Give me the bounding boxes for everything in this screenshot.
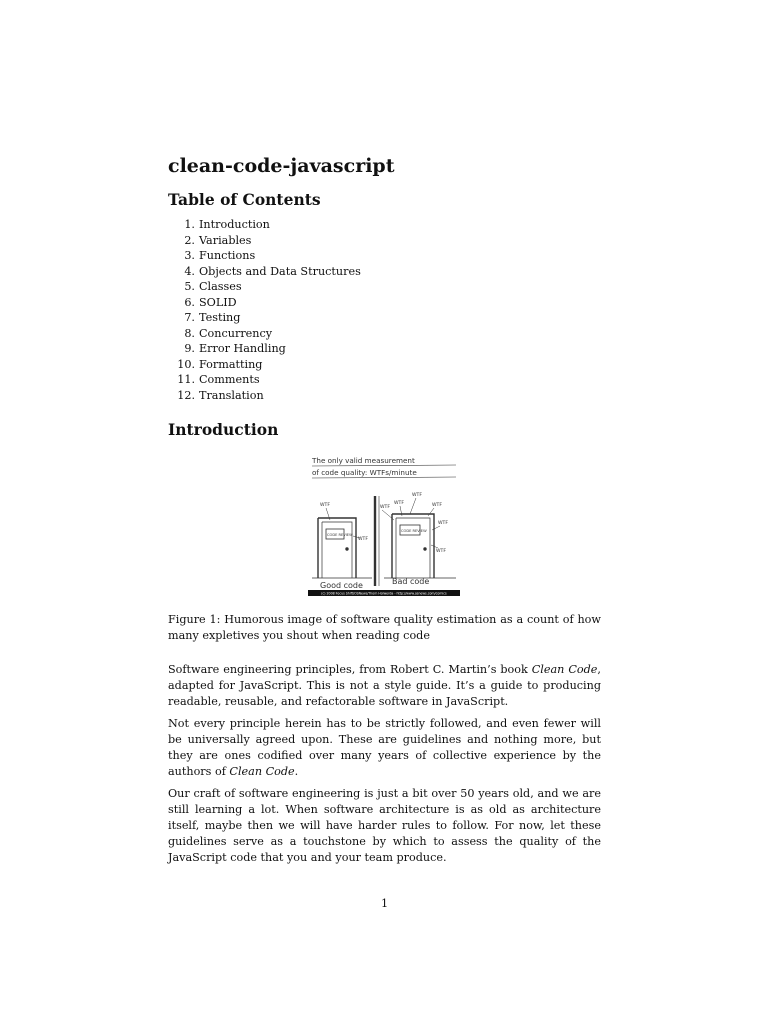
- toc-heading: Table of Contents: [168, 190, 321, 209]
- toc-item-number: 12.: [177, 388, 195, 402]
- toc-item-label[interactable]: Error Handling: [199, 342, 286, 355]
- toc-item-label[interactable]: SOLID: [199, 295, 237, 309]
- toc-item-number: 7.: [184, 311, 195, 324]
- toc-item-number: 5.: [184, 280, 195, 293]
- comic-header-line1: The only valid measurement: [312, 456, 415, 465]
- page-number: 1: [380, 897, 389, 910]
- comic-door-sign-bad: CODE REVIEW: [401, 529, 427, 533]
- intro-paragraph-3: Our craft of software engineering is just a bit over 50 years old, and we are still learning a lot. When software architecture is as old as architecture itself, maybe then we will have harder rules to follow. For now, let these guidelines serve as a touchstone by which to assess the quality of the JavaScript code that you and your team produce.: [168, 787, 601, 864]
- toc-item-label[interactable]: Translation: [199, 388, 264, 402]
- toc-item-number: 1.: [184, 218, 195, 231]
- wtf-comic-figure: [308, 450, 460, 598]
- comic-wtf-label: WTF: [438, 521, 448, 526]
- intro-paragraph-2: [168, 716, 601, 780]
- toc-item[interactable]: [168, 310, 361, 326]
- toc-item[interactable]: [168, 341, 361, 357]
- toc-item-label[interactable]: Functions: [199, 249, 256, 262]
- introduction-heading: Introduction: [168, 420, 279, 439]
- toc-item-number: 3.: [184, 249, 195, 262]
- toc-item-number: 11.: [177, 373, 195, 386]
- comic-good-code-label: Good code: [320, 581, 363, 590]
- comic-wtf-label: WTF: [394, 501, 404, 506]
- toc-item[interactable]: [168, 372, 361, 388]
- toc-item-number: 10.: [177, 357, 195, 371]
- toc-item[interactable]: [168, 248, 361, 264]
- figure-caption: Figure 1: Humorous image of software quality estimation as a count of how many expletives you shout when reading code: [168, 613, 601, 642]
- toc-item-number: 8.: [184, 326, 195, 340]
- toc-item[interactable]: [168, 264, 361, 280]
- toc-item-number: 2.: [184, 233, 195, 247]
- paragraph-text: , adapted for JavaScript. This is not a style guide. It’s a guide to producing readable, reusable, and refactorable software in JavaScript.: [168, 663, 601, 708]
- toc-item-number: 9.: [184, 342, 195, 355]
- comic-door-sign-good: CODE REVIEW: [327, 533, 353, 537]
- comic-header-line2: of code quality: WTFs/minute: [312, 468, 417, 477]
- comic-wtf-label: WTF: [412, 493, 422, 498]
- document-title: clean-code-javascript: [168, 155, 395, 177]
- toc-item-label[interactable]: Testing: [199, 311, 241, 324]
- paragraph-text: Software engineering principles, from Robert C. Martin’s book: [168, 663, 532, 676]
- toc-item[interactable]: [168, 279, 361, 295]
- toc-item-label[interactable]: Concurrency: [199, 326, 273, 340]
- toc-item[interactable]: [168, 357, 361, 373]
- toc-item-label[interactable]: Comments: [199, 373, 260, 386]
- toc-item-label[interactable]: Formatting: [199, 357, 263, 371]
- comic-wtf-label: WTF: [436, 549, 446, 554]
- toc-item-number: 4.: [184, 264, 195, 278]
- toc-item-label[interactable]: Introduction: [199, 218, 270, 231]
- toc-item[interactable]: [168, 295, 361, 311]
- comic-credit-text: (c) 2008 Focus Shift/OSNews/Thom Holwerda - http://www.osnews.com/comics: [321, 591, 447, 596]
- paragraph-text: .: [294, 765, 299, 778]
- book-title-emphasis: Clean Code: [229, 765, 295, 778]
- comic-wtf-label: WTF: [320, 503, 330, 508]
- paragraph-text: Not every principle herein has to be strictly followed, and even fewer will be universally agreed upon. These are guidelines and nothing more, but they are ones codified over many years of collective experience by the authors of: [168, 717, 601, 778]
- table-of-contents: [168, 217, 361, 403]
- toc-item-label[interactable]: Variables: [199, 233, 252, 247]
- toc-item[interactable]: [168, 388, 361, 404]
- toc-item[interactable]: [168, 217, 361, 233]
- comic-wtf-label: WTF: [358, 537, 368, 542]
- comic-wtf-label: WTF: [380, 505, 390, 510]
- intro-paragraph-1: [168, 662, 601, 710]
- toc-item-number: 6.: [184, 295, 195, 309]
- wtf-comic-drawing: [308, 450, 460, 598]
- comic-wtf-label: WTF: [432, 503, 442, 508]
- toc-item-label[interactable]: Objects and Data Structures: [199, 264, 361, 278]
- book-title-emphasis: Clean Code: [531, 663, 598, 676]
- comic-bad-code-label: Bad code: [392, 577, 430, 586]
- toc-item-label[interactable]: Classes: [199, 280, 242, 293]
- toc-item[interactable]: [168, 233, 361, 249]
- toc-item[interactable]: [168, 326, 361, 342]
